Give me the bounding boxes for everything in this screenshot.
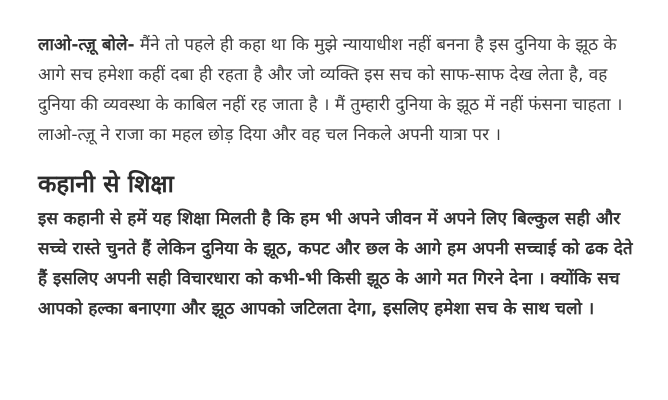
story-text: मैंने तो पहले ही कहा था कि मुझे न्यायाधीश नहीं बनना है इस दुनिया के झूठ के आगे सच हमेशा कहीं दबा ही रहता है और जो व्यक्ति इस सच को साफ-साफ देख लेता है, वह दुनिया की व्यवस्था के काबिल नहीं रह जाता है । मैं तुम्हारी दुनिया के झूठ में नहीं फंसना चाहता । लाओ-त्ज़ू ने राजा का महल छोड़ दिया और वह चल निकले अपनी यात्रा पर । [38, 35, 623, 145]
lesson-paragraph: इस कहानी से हमें यह शिक्षा मिलती है कि हम भी अपने जीवन में अपने लिए बिल्कुल सही और सच्चे रास्ते चुनते हैं लेकिन दुनिया के झूठ, कपट और छल के आगे हम अपनी सच्चाई को ढक देते हैं इसलिए अपनी सही विचारधारा को कभी-भी किसी झूठ के आगे मत गिरने देना । क्योंकि सच आपको हल्का बनाएगा और झूठ आपको जटिलता देगा, इसलिए हमेशा सच के साथ चलो । [38, 209, 633, 319]
speaker-label: लाओ-त्ज़ू बोले- [38, 35, 135, 55]
article-content [38, 30, 638, 324]
lesson-heading: कहानी से शिक्षा [38, 170, 174, 198]
story-paragraph [38, 30, 638, 150]
